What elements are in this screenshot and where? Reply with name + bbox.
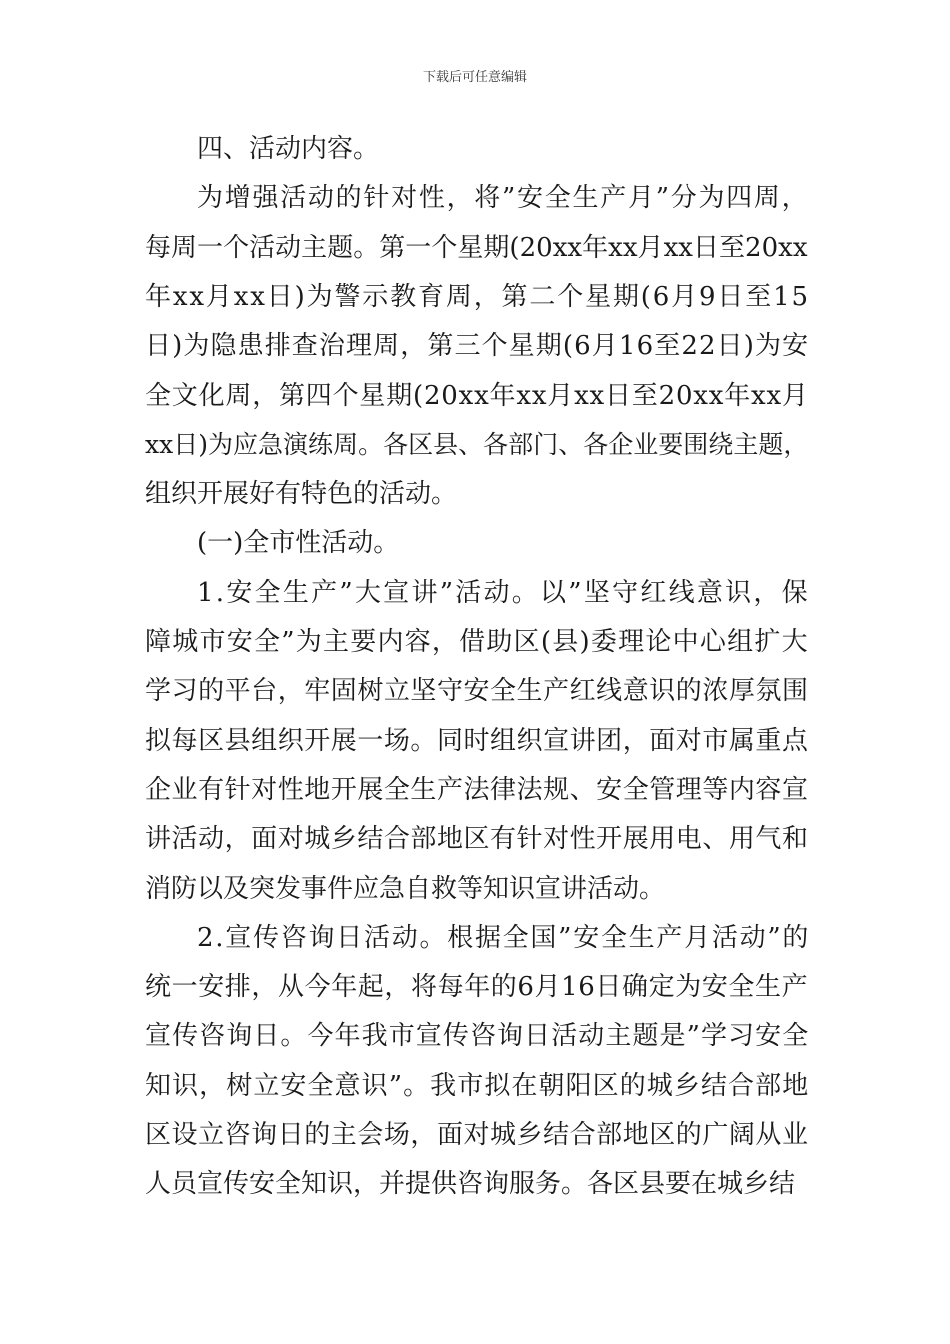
text-line: 每周一个活动主题。第一个星期(20xx年xx月xx日至20xx: [145, 233, 808, 263]
text-line: 宣传咨询日。今年我市宣传咨询日活动主题是”学习安全: [145, 1021, 810, 1051]
text-line: 知识，树立安全意识”。我市拟在朝阳区的城乡结合部地: [145, 1071, 810, 1101]
text-line: xx日)为应急演练周。各区县、各部门、各企业要围绕主题，: [145, 430, 809, 459]
text-line: 区设立咨询日的主会场，面对城乡结合部地区的广阔从业: [145, 1120, 809, 1150]
text-line: (一)全市性活动。: [197, 528, 400, 558]
text-line: 为增强活动的针对性，将”安全生产月”分为四周，: [197, 183, 810, 213]
text-line: 统一安排，从今年起，将每年的6月16日确定为安全生产: [145, 972, 809, 1002]
text-line: 讲活动，面对城乡结合部地区有针对性开展用电、用气和: [145, 824, 809, 854]
text-line: 人员宣传安全知识，并提供咨询服务。各区县要在城乡结: [145, 1169, 796, 1199]
text-line: 拟每区县组织开展一场。同时组织宣讲团，面对市属重点: [145, 726, 809, 756]
text-line: 企业有针对性地开展全生产法律法规、安全管理等内容宣: [145, 775, 809, 805]
text-line: 2.宣传咨询日活动。根据全国”安全生产月活动”的: [197, 923, 811, 953]
text-line: 组织开展好有特色的活动。: [145, 479, 458, 509]
text-line: 四、活动内容。: [197, 134, 380, 164]
text-line: 学习的平台，牢固树立坚守安全生产红线意识的浓厚氛围: [145, 676, 809, 706]
text-line: 1.安全生产”大宣讲”活动。以”坚守红线意识，保: [197, 578, 810, 608]
text-line: 年xx月xx日)为警示教育周，第二个星期(6月9日至15: [145, 282, 810, 312]
page-header: 下载后可任意编辑: [422, 70, 527, 85]
text-line: 日)为隐患排查治理周，第三个星期(6月16至22日)为安: [145, 331, 810, 361]
text-line: 全文化周，第四个星期(20xx年xx月xx日至20xx年xx月: [145, 381, 809, 411]
text-line: 障城市安全”为主要内容，借助区(县)委理论中心组扩大: [145, 627, 809, 657]
text-line: 消防以及突发事件应急自救等知识宣讲活动。: [145, 874, 666, 904]
